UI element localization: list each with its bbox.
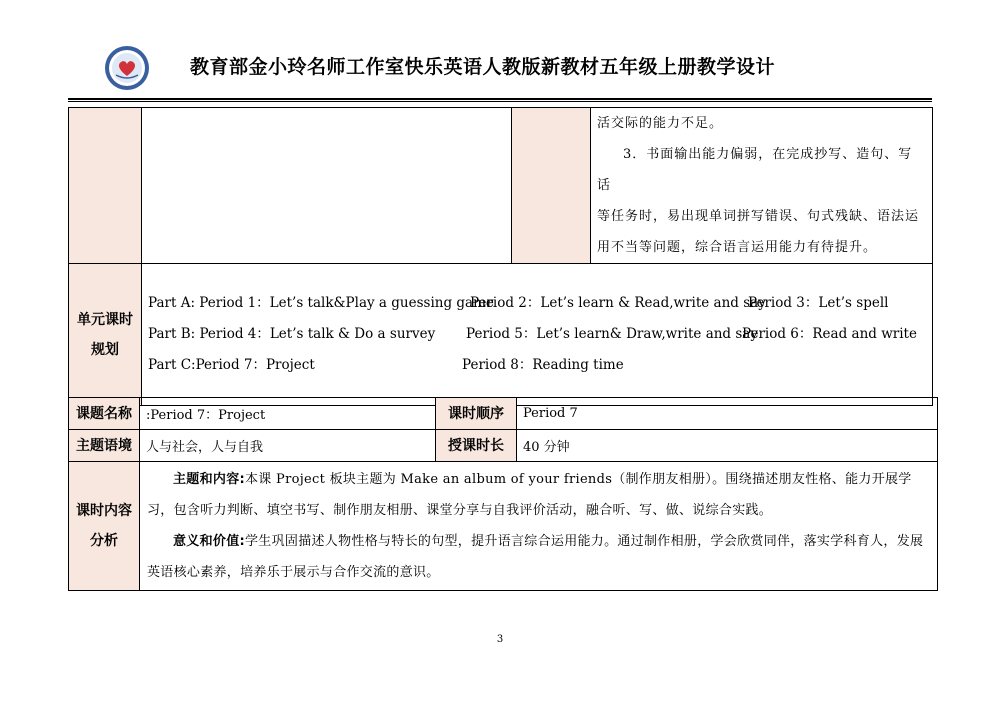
- theme-value: 人与社会，人与自我: [140, 430, 436, 462]
- table-row: [69, 462, 938, 591]
- period-entry: Part C:Period 7：Project: [148, 357, 315, 373]
- duration-label: 授课时长: [436, 430, 517, 462]
- label-line: 规划: [91, 341, 119, 358]
- table-row: [69, 108, 933, 264]
- blank-cell: [142, 108, 512, 264]
- continuation-line: 活交际的能力不足。: [597, 116, 724, 131]
- period-entry: Period 6：Read and write: [742, 326, 917, 342]
- continuation-line: 等任务时，易出现单词拼写错误、句式残缺、语法运: [597, 209, 920, 224]
- lesson-info-table: [68, 397, 938, 591]
- label-line: 分析: [90, 533, 118, 549]
- unit-plan-table: [68, 107, 933, 406]
- content-paragraph: [147, 464, 931, 526]
- content-text: 本课 Project 板块主题为 Make an album of your friends（制作朋友相册）。围绕描述朋友性格、能力开展学习，包含听力判断、填空书写、制作朋友相册、课堂分享与自我评价活动，融合听、写、做、说综合实践。: [147, 472, 912, 518]
- blank-label-cell: [69, 108, 142, 264]
- page-header: [0, 0, 1000, 100]
- topic-value: :Period 7：Project: [140, 398, 436, 430]
- content-heading: 主题和内容:: [173, 472, 245, 487]
- page-number: 3: [496, 634, 504, 645]
- topic-label: 课题名称: [69, 398, 140, 430]
- period-entry: Period 8：Reading time: [462, 357, 624, 373]
- period-entry: Part A: Period 1：Let’s talk&Play a guessing game: [148, 295, 494, 311]
- value-paragraph: [147, 526, 931, 588]
- page-title: 教育部金小玲名师工作室快乐英语人教版新教材五年级上册教学设计: [190, 56, 776, 78]
- theme-label: 主题语境: [69, 430, 140, 462]
- period-entry: Period 3：Let’s spell: [748, 295, 889, 311]
- table-row: [69, 398, 938, 430]
- unit-plan-label: [69, 264, 142, 406]
- header-divider: [68, 98, 932, 100]
- continuation-line: 3．书面输出能力偏弱，在完成抄写、造句、写话: [597, 147, 913, 193]
- header-divider-thin: [68, 101, 932, 102]
- duration-value: 40 分钟: [517, 430, 938, 462]
- table-row: [69, 264, 933, 406]
- period-entry: Part B: Period 4：Let’s talk & Do a survey: [148, 326, 436, 342]
- heart-circle-logo-icon: [104, 45, 150, 91]
- table-row: [69, 430, 938, 462]
- period-entry: Period 5：Let’s learn& Draw,write and say: [466, 326, 758, 342]
- lesson-analysis: [140, 462, 938, 591]
- analysis-label: [69, 462, 140, 591]
- value-heading: 意义和价值:: [173, 534, 245, 549]
- value-text: 学生巩固描述人物性格与特长的句型，提升语言综合运用能力。通过制作相册，学会欣赏同伴，落实学科育人，发展英语核心素养，培养乐于展示与合作交流的意识。: [147, 534, 924, 580]
- period-entry: Period 2：Let’s learn & Read,write and say: [470, 295, 766, 311]
- blank-label-cell: [512, 108, 591, 264]
- label-line: 单元课时: [77, 311, 133, 328]
- order-value: Period 7: [517, 398, 938, 430]
- order-label: 课时顺序: [436, 398, 517, 430]
- period-list: [142, 264, 933, 406]
- list-item: [148, 350, 932, 381]
- label-line: 课时内容: [76, 503, 132, 519]
- student-analysis-cell: [591, 108, 933, 264]
- list-item: [148, 288, 932, 319]
- continuation-line: 用不当等问题，综合语言运用能力有待提升。: [597, 240, 878, 255]
- list-item: [148, 319, 932, 350]
